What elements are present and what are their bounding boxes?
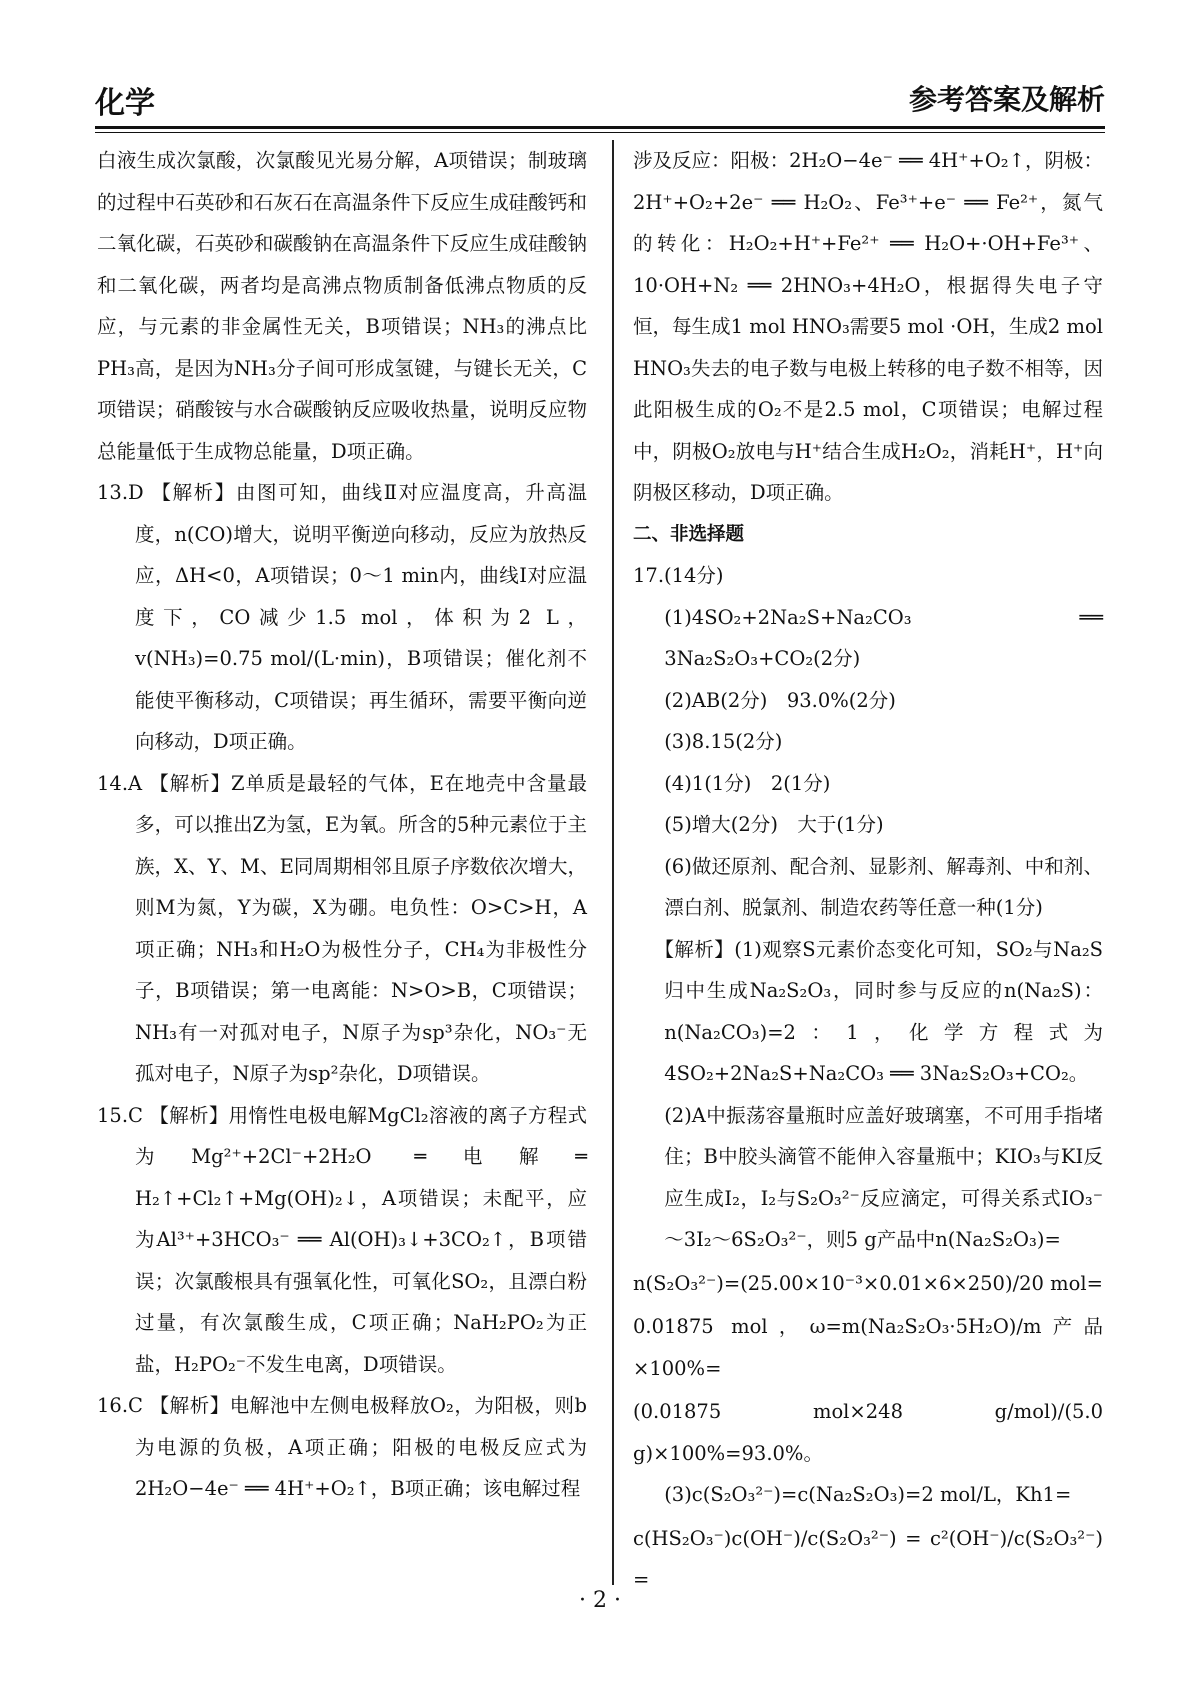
answer-q13: 13.D 【解析】由图可知，曲线Ⅱ对应温度高，升高温度，n(CO)增大，说明平衡逆向移动，反应为放热反应，ΔH<0，A项错误；0～1 min内，曲线Ⅰ对应温度下，CO减少1.5 mol，体积为2 L，v(NH₃)=0.75 mol/(L·min)，B项错误；催化剂不能使平衡移动，C项错误；再生循环，需要平衡向逆向移动，D项正确。 <box>97 481 587 753</box>
answer-q16: 16.C 【解析】电解池中左侧电极释放O₂，为阳极，则b为电源的负极，A项正确；阳极的电极反应式为2H₂O−4e⁻ ══ 4H⁺+O₂↑，B项正确；该电解过程 <box>97 1394 587 1500</box>
document-title: 参考答案及解析 <box>908 83 1105 116</box>
page-number: · 2 · <box>579 1588 621 1613</box>
question-17-head: 17.(14分) <box>633 564 724 587</box>
analysis-17-2: (2)A中振荡容量瓶时应盖好玻璃塞，不可用手指堵住；B中胶头滴管不能伸入容量瓶中；KIO₃与KI反应生成I₂，I₂与S₂O₃²⁻反应滴定，可得关系式IO₃⁻～3I₂～6S₂O₃²⁻，则5 g产品中n(Na₂S₂O₃)= <box>664 1103 1103 1251</box>
answer-17-1: (1)4SO₂+2Na₂S+Na₂CO₃ ══ 3Na₂S₂O₃+CO₂(2分) <box>664 605 1103 670</box>
column-divider <box>612 140 614 1585</box>
formula-line-5: c(HS₂O₃⁻)c(OH⁻)/c(S₂O₃²⁻) = c²(OH⁻)/c(S₂O₃²⁻) = <box>633 1526 1103 1591</box>
formula-line-3: (0.01875 mol×248 g/mol)/(5.0 g)×100%=93.0%。 <box>633 1400 1103 1465</box>
answer-17-6: (6)做还原剂、配合剂、显影剂、解毒剂、中和剂、漂白剂、脱氯剂、制造农药等任意一种(1分) <box>664 854 1103 919</box>
answer-17-3: (3)8.15(2分) <box>664 730 783 753</box>
answer-q14: 14.A 【解析】Z单质是最轻的气体，E在地壳中含量最多，可以推出Z为氢，E为氧。所含的5种元素位于主族，X、Y、M、E同周期相邻且原子序数依次增大，则M为氮，Y为碳，X为硼。电负性：O>C>H，A项正确；NH₃和H₂O为极性分子，CH₄为非极性分子，B项错误；第一电离能：N>O>B，C项错误；NH₃有一对孤对电子，N原子为sp³杂化，NO₃⁻无孤对电子，N原子为sp²杂化，D项错误。 <box>97 771 587 1085</box>
paragraph-q12-continued: 白液生成次氯酸，次氯酸见光易分解，A项错误；制玻璃的过程中石英砂和石灰石在高温条件下反应生成硅酸钙和二氧化碳，石英砂和碳酸钠在高温条件下反应生成硅酸钠和二氧化碳，两者均是高沸点物质制备低沸点物质的反应，与元素的非金属性无关，B项错误；NH₃的沸点比PH₃高，是因为NH₃分子间可形成氢键，与键长无关，C项错误；硝酸铵与水合碳酸钠反应吸收热量，说明反应物总能量低于生成物总能量，D项正确。 <box>97 149 587 463</box>
formula-line-2: 0.01875 mol，ω=m(Na₂S₂O₃·5H₂O)/m产品×100%= <box>633 1315 1103 1380</box>
answer-q15: 15.C 【解析】用惰性电极电解MgCl₂溶液的离子方程式为Mg²⁺+2Cl⁻+2H₂O ═电解═ H₂↑+Cl₂↑+Mg(OH)₂↓，A项错误；未配平，应为Al³⁺+3HCO₃⁻ ══ Al(OH)₃↓+3CO₂↑，B项错误；次氯酸根具有强氧化性，可氧化SO₂，且漂白粉过量，有次氯酸生成，C项正确；NaH₂PO₂为正盐，H₂PO₂⁻不发生电离，D项错误。 <box>97 1103 587 1376</box>
answer-17-4: (4)1(1分) 2(1分) <box>664 771 831 795</box>
left-column <box>97 140 587 1510</box>
answer-17-5: (5)增大(2分) 大于(1分) <box>664 813 884 836</box>
page-header <box>95 78 1105 128</box>
answer-17-2: (2)AB(2分) 93.0%(2分) <box>664 688 896 712</box>
formula-line-4: (3)c(S₂O₃²⁻)=c(Na₂S₂O₃)=2 mol/L，Kh1= <box>664 1483 1072 1506</box>
subject-title: 化学 <box>95 86 155 121</box>
header-rule-thin <box>95 132 1105 133</box>
analysis-17-1: 【解析】(1)观察S元素价态变化可知，SO₂与Na₂S归中生成Na₂S₂O₃，同时参与反应的n(Na₂S)：n(Na₂CO₃)=2：1，化学方程式为4SO₂+2Na₂S+Na₂CO₃ ══ 3Na₂S₂O₃+CO₂。 <box>654 937 1103 1085</box>
right-column <box>633 140 1103 1601</box>
section-title: 二、非选择题 <box>633 523 745 545</box>
header-rule-thick <box>95 126 1105 129</box>
formula-line-1: n(S₂O₃²⁻)=(25.00×10⁻³×0.01×6×250)/20 mol= <box>633 1271 1103 1295</box>
paragraph-q16-continued: 涉及反应：阳极：2H₂O−4e⁻ ══ 4H⁺+O₂↑，阴极：2H⁺+O₂+2e⁻ ══ H₂O₂、Fe³⁺+e⁻ ══ Fe²⁺，氮气的转化：H₂O₂+H⁺+Fe²⁺ ══ H₂O+·OH+Fe³⁺、10·OH+N₂ ══ 2HNO₃+4H₂O，根据得失电子守恒，每生成1 mol HNO₃需要5 mol ·OH，生成2 mol HNO₃失去的电子数与电极上转移的电子数不相等，因此阳极生成的O₂不是2.5 mol，C项错误；电解过程中，阴极O₂放电与H⁺结合生成H₂O₂，消耗H⁺，H⁺向阴极区移动，D项正确。 <box>633 149 1103 504</box>
